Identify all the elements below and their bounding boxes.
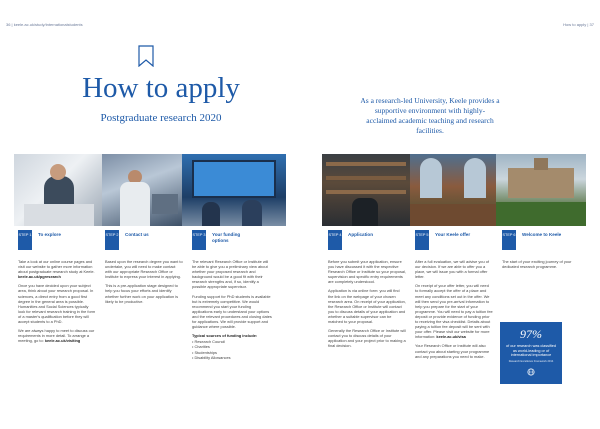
link-visiting[interactable]: keele.ac.uk/visiting (44, 338, 81, 344)
step-1-title: To explore (38, 232, 61, 237)
step-6-badge: STEP 6 (502, 230, 516, 250)
text-block: The relevant Research Office or Institute will be able to give you a preliminary view about whether your proposed research and background would be a good fit with their research strengths and, if so, identify a possible appropriate supervisor. (192, 259, 269, 290)
photo-keele-hall-interior (410, 154, 496, 226)
header-left: 36 | keele.ac.uk/study/internationalstudents (6, 22, 83, 27)
column-step-2 (105, 259, 183, 308)
text-block: The start of your exciting journey of your dedicated research programme. (502, 259, 572, 270)
list-item: • Charities (192, 344, 272, 349)
step-2-badge: STEP 2 (105, 230, 119, 250)
column-step-5 (415, 259, 493, 363)
photo-keele-hall (496, 154, 586, 226)
stat-number: 97% (520, 327, 542, 341)
step-1-badge: STEP 1 (18, 230, 32, 250)
list-item: • Research Council (192, 339, 272, 344)
page-title: How to apply (82, 72, 240, 104)
stat-text: of our research was classified as world-leading or of international importance (506, 344, 557, 358)
text-block: After a full evaluation, we will advise you of our decision. If we are able to offer you a place, we will issue you with a formal offer letter. (415, 259, 489, 280)
photo-screen-session (182, 154, 286, 226)
column-step-3 (192, 259, 272, 360)
text-block: Once you have decided upon your subject area, think about your research proposal. In sciences, a direct entry from a good first degree in the general area is possible. Humanities and Social Sciences typically look for relevant research training in the form of a master's qualification before they will accept students to a PhD. (18, 283, 96, 325)
text-block: Based upon the research degree you want to undertake, you will need to make contact with our appropriate Research Office or Institute to express your interest in applying. (105, 259, 183, 280)
text-block: Take a look at our online course pages and visit our website to gather more information about postgraduate research study at Keele. keele.ac.uk/pgresearch (18, 259, 95, 280)
link-pgresearch[interactable]: keele.ac.uk/pgresearch (18, 274, 61, 280)
header-right: How to apply | 37 (563, 22, 594, 27)
column-step-4 (328, 259, 406, 353)
step-3-badge: STEP 3 (192, 230, 206, 250)
step-5-title: Your Keele offer (435, 232, 471, 237)
funding-list (192, 339, 272, 359)
step-6-title: Welcome to Keele (522, 232, 562, 237)
text-block: Your Research Office or Institute will also contact you about starting your programme and any preparations you need to make. (415, 343, 490, 359)
column-step-6 (502, 259, 586, 273)
photo-library (322, 154, 410, 226)
funding-heading: Typical sources of funding include: (192, 333, 258, 339)
page-subtitle: Postgraduate research 2020 (100, 112, 222, 124)
text-block: We are always happy to meet to discuss our requirements in more detail. To arrange a meeting, go to: keele.ac.uk/visiting (18, 328, 95, 344)
text-block: Application is via online form: you will find the link on the webpage of your chosen research area. On receipt of your application, the Research Office or Institute will contact you to discuss details of your application and whether a suitable supervisor can be matched to your proposal. (328, 288, 406, 325)
globe-icon (527, 368, 535, 376)
step-3-title: Your funding options (212, 232, 241, 243)
step-4-title: Application (348, 232, 374, 237)
photo-student-laptop (14, 154, 102, 226)
step-4-badge: STEP 4 (328, 230, 342, 250)
list-item: • Studentships (192, 350, 272, 355)
step-5-badge: STEP 5 (415, 230, 429, 250)
link-visa[interactable]: keele.ac.uk/visa (436, 334, 466, 340)
list-item: • Disability Allowances (192, 355, 272, 360)
text-block: Funding support for PhD students is available but is extremely competitive. We would recommend you start your funding applications early to understand your options and the relevant procedures and closing dates for applications. We will provide support and guidance where possible. (192, 293, 272, 330)
text-block: Before you submit your application, ensure you have discussed it with the respective Research Office or Institute so your proposal, supervision and specific entry requirements are completely understood. (328, 259, 406, 285)
stat-source: Research Excellence Framework 2014 (508, 359, 554, 363)
bookmark-icon (136, 45, 156, 67)
research-stat-box (500, 322, 562, 384)
text-block: On receipt of your offer letter, you will need to formally accept the offer of a place and meet any conditions set out in the offer. We will then send you pre-arrival information to help you prepare for the start of your programme. You will need to pay a tuition fee deposit or provide evidence of funding prior to receiving the visa checklist. Details about paying a tuition fee deposit will be sent with your offer. Please visit our website for more information: keele.ac.uk/visa (415, 283, 493, 340)
column-step-1 (18, 259, 96, 347)
photo-lab-researcher (102, 154, 182, 226)
tagline: As a research-led University, Keele provides a supportive environment with highly-acclaimed academic teaching and research facilities. (360, 96, 500, 135)
step-2-title: Contact us (125, 232, 149, 237)
text-block: Generally the Research Office or Institute will contact you to discuss details of your application and your project prior to making a final decision. (328, 328, 406, 349)
text-block: This is a pre-application stage designed to help you focus your efforts and identify whether further work on your application is likely to be productive. (105, 283, 179, 304)
